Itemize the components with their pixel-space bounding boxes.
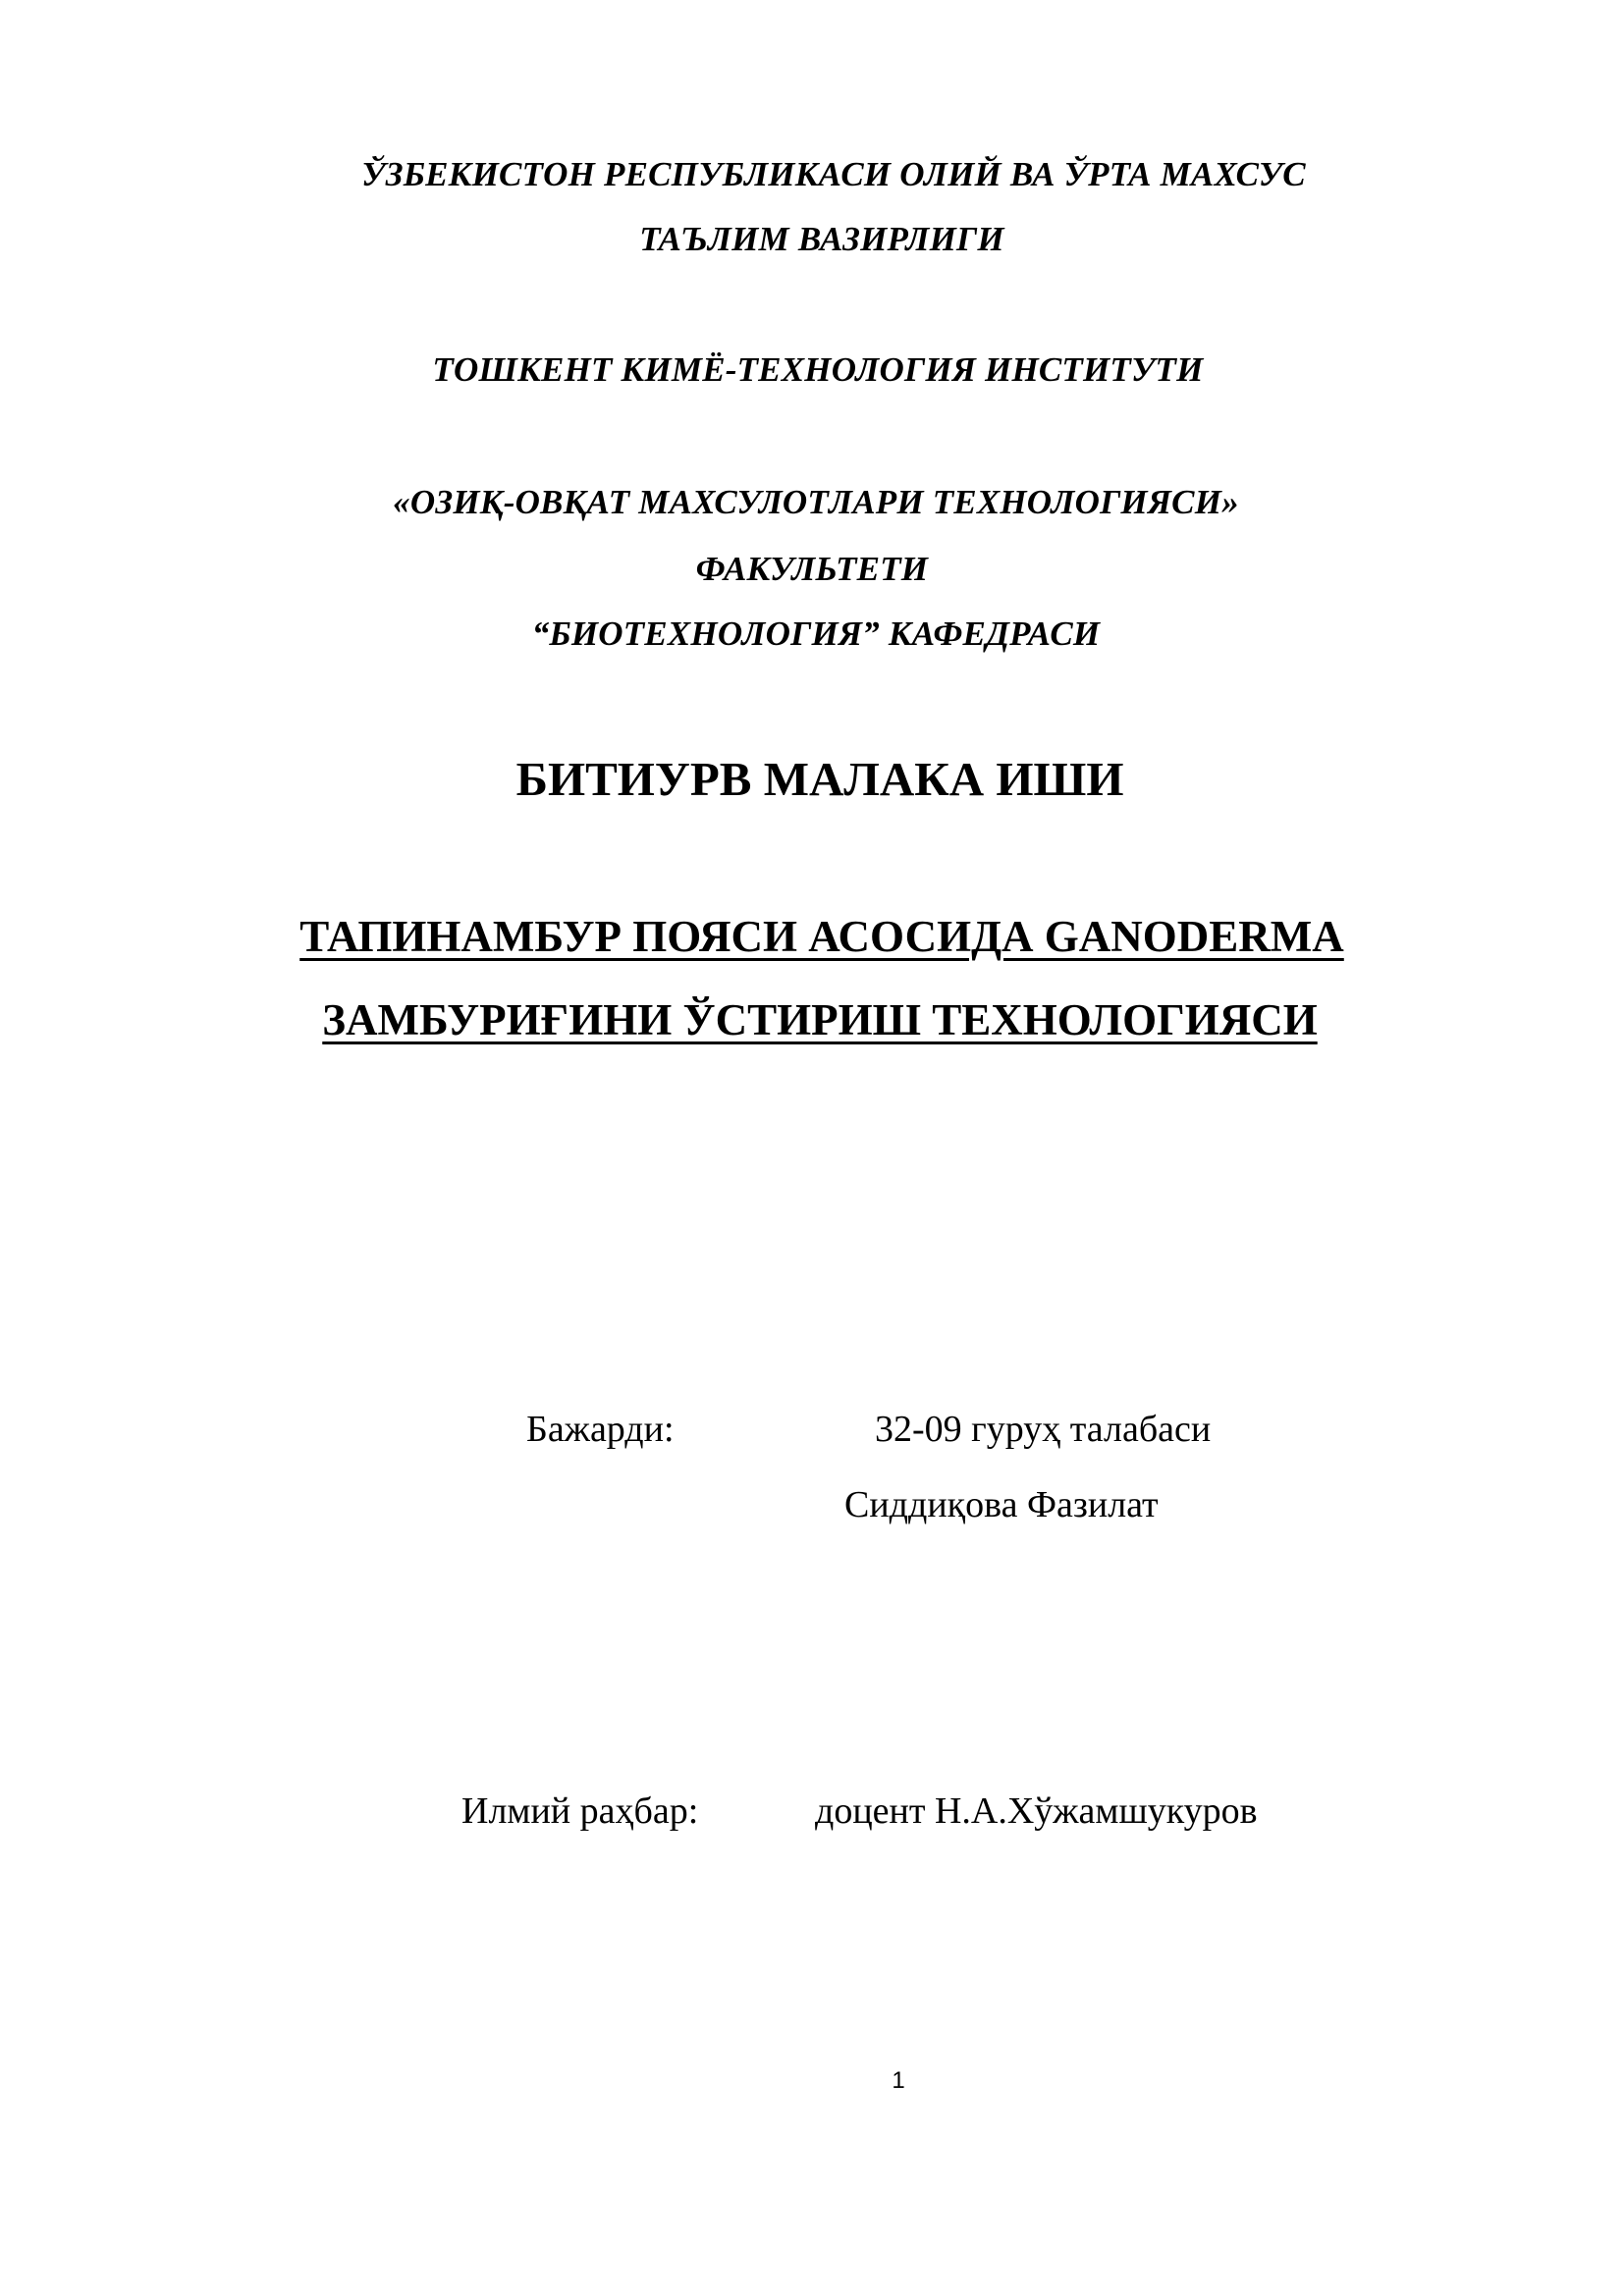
author-group: 32-09 гуруҳ талабаси	[875, 1409, 1212, 1450]
thesis-title-line-2: ЗАМБУРИҒИНИ ЎСТИРИШ ТЕХНОЛОГИЯСИ	[322, 995, 1318, 1044]
thesis-title-line-1: ТАПИНАМБУР ПОЯСИ АСОСИДА GANODERMA	[299, 912, 1344, 961]
author-name: Сиддиқова Фазилат	[844, 1484, 1159, 1525]
faculty-line-2: ФАКУЛЬТЕТИ	[695, 550, 929, 588]
department-name: “БИОТЕХНОЛОГИЯ” КАФЕДРАСИ	[531, 614, 1101, 653]
institute-name: ТОШКЕНТ КИМЁ-ТЕХНОЛОГИЯ ИНСТИТУТИ	[432, 350, 1204, 389]
author-label: Бажарди:	[526, 1409, 675, 1450]
ministry-line-1: ЎЗБЕКИСТОН РЕСПУБЛИКАСИ ОЛИЙ ВА ЎРТА МАХСУС	[361, 155, 1306, 193]
faculty-line-1: «ОЗИҚ-ОВҚАТ МАХСУЛОТЛАРИ ТЕХНОЛОГИЯСИ»	[393, 483, 1239, 521]
supervisor-label: Илмий раҳбар:	[461, 1790, 699, 1832]
page-number: 1	[892, 2067, 905, 2094]
ministry-line-2: ТАЪЛИМ ВАЗИРЛИГИ	[639, 220, 1004, 258]
work-type-heading: БИТИУРВ МАЛАКА ИШИ	[515, 752, 1124, 806]
supervisor-name: доцент Н.А.Хўжамшукуров	[815, 1790, 1258, 1832]
